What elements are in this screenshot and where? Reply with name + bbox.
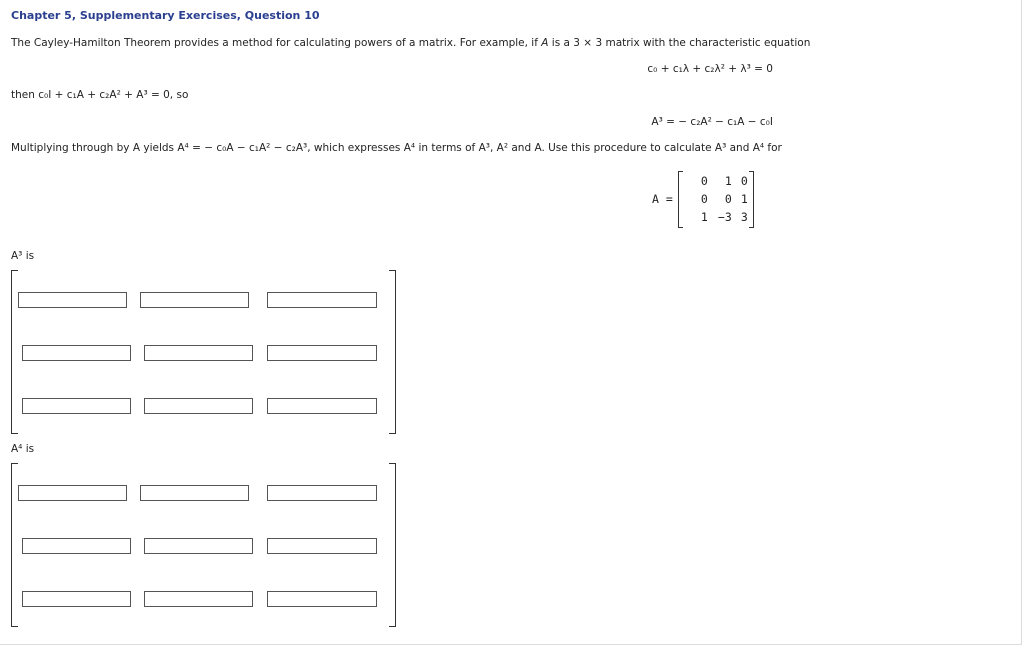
matrix-entry: 1 [724, 173, 732, 188]
a4-answer-matrix [11, 463, 396, 627]
right-bracket [389, 270, 396, 434]
a3-equation: A³ = − c₂A² − c₁A − c₀I [651, 116, 773, 128]
a4-entry-r2c1[interactable] [22, 538, 131, 554]
a3-entry-r1c1[interactable] [18, 292, 127, 308]
a3-entry-r1c3[interactable] [267, 292, 377, 308]
a4-entry-r1c3[interactable] [267, 485, 377, 501]
a4-entry-r1c1[interactable] [18, 485, 127, 501]
left-bracket [11, 270, 18, 434]
characteristic-equation: c₀ + c₁λ + c₂λ² + λ³ = 0 [647, 63, 773, 75]
a3-entry-r3c2[interactable] [144, 398, 253, 414]
matrix-entry: 3 [740, 209, 748, 224]
matrix-entry: 0 [700, 173, 708, 188]
a4-entry-r2c3[interactable] [267, 538, 377, 554]
a3-entry-r2c3[interactable] [267, 345, 377, 361]
multiply-line: Multiplying through by A yields A⁴ = − c₀A − c₁A² − c₂A³, which expresses A⁴ in terms of A³, A² and A. Use this procedure to calculate A³ and A⁴ for [11, 142, 782, 154]
left-bracket [11, 463, 18, 627]
a4-entry-r2c2[interactable] [144, 538, 253, 554]
a3-entry-r2c2[interactable] [144, 345, 253, 361]
a4-entry-r3c2[interactable] [144, 591, 253, 607]
page-title: Chapter 5, Supplementary Exercises, Question 10 [11, 9, 320, 22]
a4-entry-r1c2[interactable] [140, 485, 249, 501]
matrix-entry: 1 [700, 209, 708, 224]
matrix-entry: 0 [700, 191, 708, 206]
matrix-entry: 0 [740, 173, 748, 188]
matrix-entry: 1 [740, 191, 748, 206]
a4-entry-r3c3[interactable] [267, 591, 377, 607]
matrix-bracket [678, 173, 754, 226]
a3-entry-r3c3[interactable] [267, 398, 377, 414]
given-matrix [652, 171, 754, 227]
a4-entry-r3c1[interactable] [22, 591, 131, 607]
then-line: then c₀I + c₁A + c₂A² + A³ = 0, so [11, 89, 189, 101]
intro-text: The Cayley-Hamilton Theorem provides a method for calculating powers of a matrix. For example, if A is a 3 × 3 matrix with the characteristic equation [11, 37, 811, 49]
matrix-entry: 0 [724, 191, 732, 206]
a4-label: A⁴ is [11, 443, 35, 455]
a3-label: A³ is [11, 250, 35, 262]
a3-entry-r1c2[interactable] [140, 292, 249, 308]
a3-answer-matrix [11, 270, 396, 434]
a3-entry-r2c1[interactable] [22, 345, 131, 361]
given-matrix-label: A = [652, 192, 673, 206]
right-bracket [389, 463, 396, 627]
matrix-entry: −3 [717, 209, 732, 224]
a3-entry-r3c1[interactable] [22, 398, 131, 414]
